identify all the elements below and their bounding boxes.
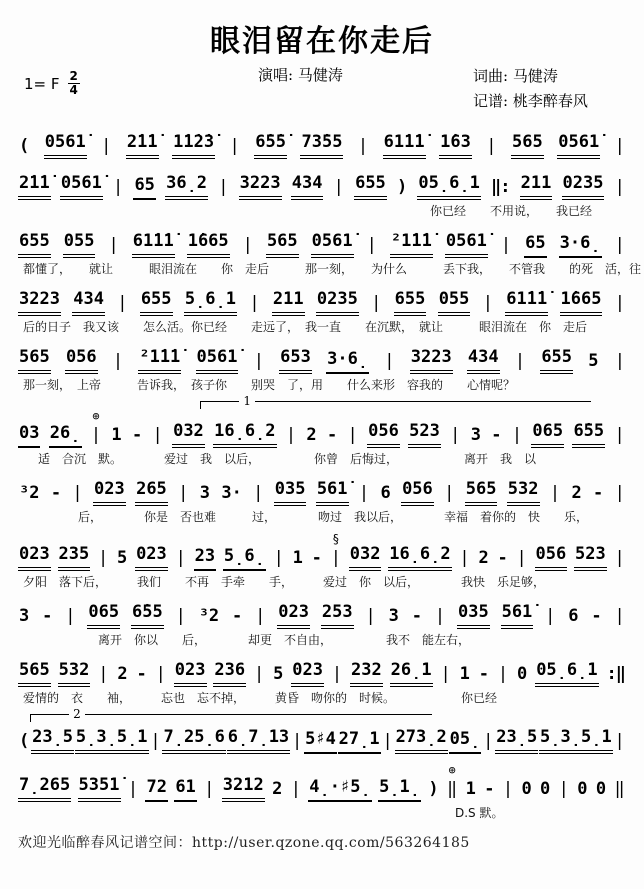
note-group: 61̇1̇1̇ (505, 286, 548, 316)
barline: | (357, 136, 369, 156)
notation-system-9 (18, 596, 626, 649)
note-group: 3·6̣ (326, 346, 369, 374)
dash: - (131, 425, 143, 445)
barline: | (65, 606, 76, 626)
note-group: 065 (531, 418, 564, 448)
barline: | (549, 483, 561, 503)
barline: | (614, 235, 625, 255)
barline: | (459, 548, 470, 568)
note-group: 211 (520, 170, 553, 200)
note-group: 1̇665 (187, 228, 230, 258)
dash: - (50, 483, 62, 503)
note-group: 1̇63 (439, 129, 472, 159)
note-group: 5̣6̣1 (184, 286, 237, 316)
dash: - (478, 664, 490, 684)
notation-system-2 (18, 167, 626, 220)
note-group: 235 (58, 541, 91, 571)
note-group: 05̣6̣1 (417, 170, 480, 200)
barline: | (253, 351, 264, 371)
notation-system-10 (18, 654, 626, 707)
barline: | (614, 483, 625, 503)
note-group: 055 (63, 228, 96, 258)
note-group: 023 (18, 541, 51, 571)
dash: - (136, 664, 147, 684)
barline: | (152, 425, 163, 445)
time-signature-numerator: 2 (69, 69, 78, 83)
note-group: 2̇1̇1̇ (126, 129, 159, 159)
song-title: 眼泪留在你走后 (210, 24, 434, 59)
note-group: 0 (517, 664, 528, 684)
note-group: 265 (135, 476, 168, 506)
note-group: 3· (221, 483, 242, 503)
double-barline: ‖ (447, 779, 458, 799)
note-group: 1̇665 (560, 286, 603, 316)
lyrics-line: 都懂了， 就让 眼泪流在 你 走后 那一刻， 为什么 丢下我， 不管我 的死 活，往 (23, 262, 642, 276)
note-group: 0561̇ (311, 228, 354, 258)
note-group: 032 (172, 418, 205, 448)
barline: | (516, 548, 527, 568)
notation-system-8 (18, 531, 626, 591)
barline: | (614, 548, 625, 568)
note-group: 26̣ (49, 420, 82, 448)
note-group: 2 (306, 425, 317, 445)
note-group: 065 (87, 599, 120, 629)
lyrics-line: 适 合沉 默。 爱过 我 以后， 你曾 后悔过， 离开 我 以 (38, 452, 537, 466)
dash: - (411, 606, 422, 626)
dash: - (593, 483, 604, 503)
notes-line (18, 225, 626, 261)
barline: | (482, 293, 493, 313)
notation-system-12 (18, 762, 626, 822)
note-group: 72 (145, 774, 167, 802)
lyrics-line: 你已经 不用说， 我已经 (430, 204, 593, 218)
barline: | (155, 664, 166, 684)
note-group: 3 (388, 606, 399, 626)
barline: | (614, 425, 625, 445)
note-group: 7̣25̣6 (162, 724, 225, 754)
notes-line (18, 654, 626, 690)
barline: | (614, 606, 625, 626)
notes-line (18, 341, 626, 377)
barline: | (614, 731, 625, 751)
barline: | (175, 548, 186, 568)
note-group: ³2 (198, 606, 220, 626)
notes-line (18, 126, 626, 162)
note-group: 1 (459, 664, 470, 684)
paren: ( (19, 731, 30, 751)
paren: ) (396, 177, 408, 197)
time-signature-denominator: 4 (69, 83, 78, 98)
note-group: 03 (18, 420, 40, 448)
note-group: 023 (174, 657, 207, 687)
key-label: 1= F (24, 74, 60, 93)
note-group: 7̣265 (18, 772, 71, 802)
barline: | (229, 136, 240, 156)
note-group: 434 (72, 286, 105, 316)
lyrics-line: 夕阳 落下后， 我们 不再 手牵 手， 爱过 你 以后， 我快 乐足够， (23, 575, 546, 589)
barline: | (366, 235, 377, 255)
note-group: 73̇55 (300, 129, 343, 159)
barline: | (444, 483, 455, 503)
barline: | (434, 606, 446, 626)
notes-line (18, 167, 626, 203)
note-group: 655 (394, 286, 427, 316)
note-group: 2̇1̇1̇ (18, 170, 51, 200)
note-group: 27̣1 (338, 726, 381, 754)
barline: | (150, 731, 161, 751)
note-group: 0561̇ (445, 228, 488, 258)
note-group: 056 (401, 476, 434, 506)
volta-bracket (30, 707, 432, 722)
note-group: 5̣3̣5̣1 (75, 724, 149, 754)
barline: | (450, 425, 461, 445)
note-group: 36̣2 (165, 170, 208, 200)
notation-system-5 (18, 341, 626, 394)
note-group: 565 (266, 228, 299, 258)
barline: | (330, 548, 341, 568)
note-group: 0561̇ (196, 344, 239, 374)
dash: - (484, 779, 495, 799)
note-group: 0235 (316, 286, 359, 316)
note-group: 035 (274, 476, 307, 506)
note-group: 4̣·♯5̣ (308, 774, 371, 802)
segno-mark: § (332, 532, 340, 546)
note-group: 3 (19, 606, 30, 626)
barline: | (331, 664, 343, 684)
note-group: 023 (291, 657, 324, 687)
note-group: 3 (470, 425, 481, 445)
dash: - (326, 425, 338, 445)
barline: | (382, 731, 393, 751)
note-group: ²1̇1̇1̇ (138, 344, 181, 374)
notes-line (18, 721, 626, 757)
barline: | (486, 136, 497, 156)
note-group: 055 (438, 286, 471, 316)
lyrics-line: 那一刻， 上帝 告诉我， 孩子你 别哭 了，用 什么来形 容我的 心情呢？ (23, 378, 516, 392)
barline: | (72, 483, 83, 503)
notation-system-6 (18, 394, 626, 468)
notes-line (18, 762, 626, 805)
paren: ) (428, 779, 439, 799)
note-group: 61̇1̇1̇ (383, 129, 426, 159)
repeat-end: :‖ (606, 664, 625, 684)
note-group: 523 (408, 418, 441, 448)
note-group: 0561̇ (557, 129, 600, 159)
dash: - (497, 548, 508, 568)
note-group: 0561̇ (44, 129, 87, 159)
lyrics-line: 后的日子 我又该 怎么活。你已经 走远了， 我一直 在沉默， 就让 眼泪流在 你 走后 (23, 320, 588, 334)
note-group: 236 (213, 657, 246, 687)
note-group: 3223 (239, 170, 282, 200)
note-group: ²1̇1̇1̇ (390, 228, 433, 258)
note-group: 5̣1̣ (378, 774, 421, 802)
dash: - (491, 425, 502, 445)
barline: | (365, 606, 376, 626)
note-group: 232 (350, 657, 383, 687)
barline: | (614, 293, 625, 313)
note-group: 2 (571, 483, 582, 503)
note-group: 3 (199, 483, 210, 503)
lyrics-line: 后， 你是 否也难 过， 吻过 我以后， 幸福 着你的 快 乐， (78, 510, 589, 524)
barline: | (502, 779, 514, 799)
note-group: 2 (478, 548, 489, 568)
note-group: 056 (535, 541, 568, 571)
note-group: 65 (524, 230, 546, 258)
note-group: 565 (465, 476, 498, 506)
note-group: 5 (117, 548, 128, 568)
notation-system-4 (18, 283, 626, 336)
note-group: 561̇ (501, 599, 534, 629)
barline: | (218, 177, 229, 197)
notes-line (18, 596, 626, 632)
barline: | (98, 548, 109, 568)
note-group: 16̣6̣2 (388, 541, 451, 571)
barline: | (614, 136, 625, 156)
barline: | (117, 293, 128, 313)
barline: | (285, 425, 297, 445)
score (18, 126, 642, 822)
note-group: 565 (511, 129, 544, 159)
credit-right-column (473, 64, 588, 114)
note-group: 0 (521, 779, 532, 799)
double-barline (446, 765, 458, 802)
barline: | (440, 664, 451, 684)
note-group: 23̣5 (31, 724, 74, 754)
barline: | (249, 293, 260, 313)
note-group: 6 (380, 483, 391, 503)
barline: | (500, 235, 512, 255)
note-group: 0 (595, 779, 607, 799)
note-group: 655 (18, 228, 51, 258)
notation-system-7 (18, 473, 626, 526)
notation-system-11 (18, 707, 626, 757)
note-group: 653 (279, 344, 312, 374)
note-group: 0235 (562, 170, 605, 200)
barline: | (333, 177, 344, 197)
note-group: 253 (321, 599, 354, 629)
barline: | (511, 425, 523, 445)
note-group: 023 (135, 541, 168, 571)
composer-credit: 词曲: 马健涛 (473, 67, 558, 85)
lyrics-line: 爱情的 衣 袖， 忘也 忘不掉， 黄昏 吻你的 时候。 你已经 (23, 691, 498, 705)
time-signature (68, 70, 80, 97)
barline: | (254, 664, 265, 684)
note-group: 6̣7̣13 (227, 724, 290, 754)
note-group: 2 (272, 779, 283, 799)
note-group: 655 (140, 286, 173, 316)
note-group: 05̣ (449, 726, 482, 754)
note-group: 023 (93, 476, 126, 506)
barline: | (614, 351, 625, 371)
barline: | (371, 293, 382, 313)
note-group: 2 (117, 664, 128, 684)
lyrics-line: 离开 你以 后， 却更 不自由， 我不 能左右， (98, 633, 471, 647)
note-group: 532 (507, 476, 540, 506)
barline: | (255, 606, 266, 626)
note-group: 523 (574, 541, 607, 571)
barline: | (290, 779, 301, 799)
final-barline: ‖ (614, 779, 625, 799)
barline: | (614, 177, 625, 197)
note-group: 5♯4 (304, 726, 337, 754)
note-group: 16̣6̣2 (213, 418, 276, 448)
note-group: 211 (272, 286, 305, 316)
note-group: 035 (457, 599, 490, 629)
note-group: 561̇ (316, 476, 349, 506)
note-group: 3·6̣ (559, 230, 602, 258)
note-group: 61̇1̇1̇ (132, 228, 175, 258)
note-group: 0 (577, 779, 588, 799)
barline: | (112, 351, 124, 371)
note-group: 65 (133, 172, 155, 200)
note-group: 3223 (18, 286, 61, 316)
notation-system-1 (18, 126, 626, 162)
note-group: 6 (568, 606, 579, 626)
note-group: 1 (111, 425, 122, 445)
volta-bracket (200, 394, 590, 409)
barline: | (108, 235, 119, 255)
note-group: 655 (354, 170, 387, 200)
note-group: 532 (58, 657, 91, 687)
barline: | (545, 606, 556, 626)
notes-line (18, 408, 626, 451)
note-group: 032 (349, 541, 382, 571)
note-group: 3223 (410, 344, 453, 374)
barline: | (483, 731, 494, 751)
barline: | (127, 779, 139, 799)
lyrics-line: D.S 默。 (455, 806, 504, 820)
barline: | (242, 235, 253, 255)
singer-credit: 演唱: 马健涛 (258, 66, 343, 84)
dash: - (232, 606, 243, 626)
key-signature (24, 70, 80, 97)
notes-line (18, 473, 626, 509)
barline: | (113, 177, 124, 197)
barline: | (90, 425, 102, 445)
note-group: 056 (367, 418, 400, 448)
barline: | (497, 664, 509, 684)
volta-label: 1 (239, 394, 255, 408)
note-group: 23̣5 (495, 724, 538, 754)
note-group: 23 (194, 543, 216, 571)
barline (330, 534, 342, 571)
note-group: 3212 (222, 772, 265, 802)
note-group: 1 (465, 779, 476, 799)
barline: | (273, 548, 284, 568)
note-group: 0 (540, 779, 551, 799)
note-group: 5̣6̣ (223, 543, 266, 571)
note-group: 023 (277, 599, 310, 629)
note-group: 434 (467, 344, 500, 374)
dash: - (42, 606, 53, 626)
note-group: 61 (174, 774, 196, 802)
paren: ( (19, 136, 30, 156)
barline: | (384, 351, 395, 371)
note-group: 6̇55 (131, 599, 164, 629)
repeat-start: ‖: (490, 177, 510, 197)
note-group: 26̣1 (390, 657, 433, 687)
note-group: ³2 (19, 483, 40, 503)
barline: | (292, 731, 303, 751)
barline: | (347, 425, 358, 445)
note-group: 056 (65, 344, 98, 374)
coda-mark: ⊕ (92, 409, 100, 423)
coda-mark: ⊕ (448, 763, 456, 777)
footer-text: 欢迎光临醉春风记谱空间：http://user.qzone.qq.com/563264185 (18, 835, 470, 851)
note-group: 434 (291, 170, 324, 200)
dash: - (591, 606, 602, 626)
barline: | (253, 483, 264, 503)
barline: | (558, 779, 569, 799)
note-group: 565 (18, 344, 51, 374)
barline: | (175, 606, 186, 626)
barline: | (178, 483, 189, 503)
notes-line (18, 283, 626, 319)
notes-line (18, 531, 626, 574)
notator-credit: 记谱: 桃李醉春风 (473, 91, 588, 110)
barline: | (358, 483, 370, 503)
note-group: 5̣3̣5̣1 (539, 724, 613, 754)
volta-label: 2 (69, 707, 85, 721)
dash: - (311, 548, 322, 568)
note-group: 5 (588, 351, 599, 371)
barline (90, 411, 102, 448)
barline: | (101, 136, 112, 156)
barline: | (98, 664, 109, 684)
note-group: 273̣2 (395, 724, 448, 754)
note-group: 6̇5̇5̇ (254, 129, 287, 159)
note-group: 0561̇ (60, 170, 103, 200)
note-group: 5 (273, 664, 284, 684)
note-group: 655 (540, 344, 573, 374)
barline: | (204, 779, 215, 799)
note-group: 565 (18, 657, 51, 687)
note-group: 5351̇ (78, 772, 121, 802)
notation-system-3 (18, 225, 642, 278)
note-group: 6̇55 (572, 418, 605, 448)
note-group: 1̇1̇2̇3̇ (172, 129, 215, 159)
note-group: 1 (292, 548, 303, 568)
credits-block (18, 64, 626, 118)
note-group: 05̣6̣1 (535, 657, 598, 687)
barline: | (514, 351, 526, 371)
